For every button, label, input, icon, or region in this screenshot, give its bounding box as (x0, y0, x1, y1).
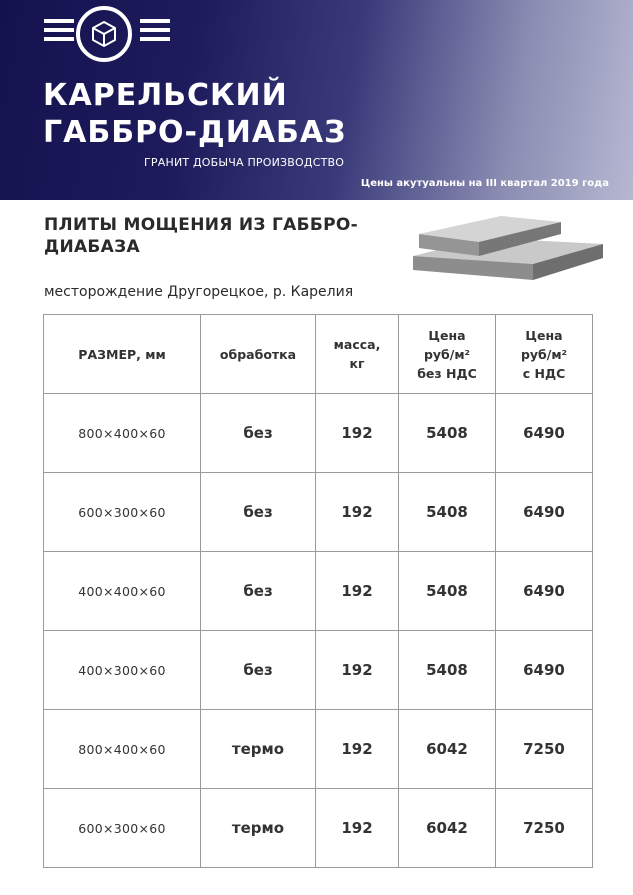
brand-name-line2: ГАББРО-ДИАБАЗ (43, 115, 347, 150)
cell-finish: без (201, 552, 316, 631)
header-price-no-vat: Цена руб/м² без НДС (399, 315, 496, 394)
brand-name-line1: КАРЕЛЬСКИЙ (43, 78, 288, 113)
cube-icon (76, 6, 132, 62)
cell-mass: 192 (316, 473, 399, 552)
cell-mass: 192 (316, 631, 399, 710)
document-title: ПЛИТЫ МОЩЕНИЯ ИЗ ГАББРО-ДИАБАЗА (44, 215, 358, 257)
cell-size: 600×300×60 (44, 789, 201, 868)
cell-finish: без (201, 473, 316, 552)
cell-price-no-vat: 5408 (399, 473, 496, 552)
cell-mass: 192 (316, 394, 399, 473)
table-row (44, 631, 593, 710)
header-price-vat: Цена руб/м² с НДС (496, 315, 593, 394)
cell-price-no-vat: 5408 (399, 552, 496, 631)
cell-finish: термо (201, 789, 316, 868)
header-size: РАЗМЕР, мм (44, 315, 201, 394)
cell-price-vat: 6490 (496, 394, 593, 473)
cell-size: 400×400×60 (44, 552, 201, 631)
cell-price-no-vat: 6042 (399, 789, 496, 868)
table-row (44, 552, 593, 631)
cell-mass: 192 (316, 552, 399, 631)
header-banner (0, 0, 633, 200)
cell-finish: без (201, 394, 316, 473)
table-header-row (44, 315, 593, 394)
header-mass: масса, кг (316, 315, 399, 394)
table-row (44, 789, 593, 868)
price-table (43, 314, 593, 868)
cell-finish: без (201, 631, 316, 710)
cell-finish: термо (201, 710, 316, 789)
cell-price-vat: 6490 (496, 552, 593, 631)
table-row (44, 394, 593, 473)
deposit-location: месторождение Другорецкое, р. Карелия (44, 284, 354, 300)
cell-price-no-vat: 6042 (399, 710, 496, 789)
table-row (44, 473, 593, 552)
price-validity-note: Цены акутуальны на III квартал 2019 года (360, 178, 609, 189)
cell-size: 400×300×60 (44, 631, 201, 710)
cell-price-no-vat: 5408 (399, 394, 496, 473)
cell-size: 800×400×60 (44, 710, 201, 789)
cell-mass: 192 (316, 710, 399, 789)
cell-size: 800×400×60 (44, 394, 201, 473)
cell-mass: 192 (316, 789, 399, 868)
brand-tagline: ГРАНИТ ДОБЫЧА ПРОИЗВОДСТВО (144, 156, 345, 169)
cell-price-no-vat: 5408 (399, 631, 496, 710)
cell-price-vat: 7250 (496, 710, 593, 789)
paving-slabs-image (405, 206, 605, 296)
logo-stripes-right (140, 19, 170, 46)
table-row (44, 710, 593, 789)
logo-stripes-left (44, 19, 74, 46)
cell-price-vat: 6490 (496, 631, 593, 710)
cell-size: 600×300×60 (44, 473, 201, 552)
header-finish: обработка (201, 315, 316, 394)
cell-price-vat: 6490 (496, 473, 593, 552)
cell-price-vat: 7250 (496, 789, 593, 868)
